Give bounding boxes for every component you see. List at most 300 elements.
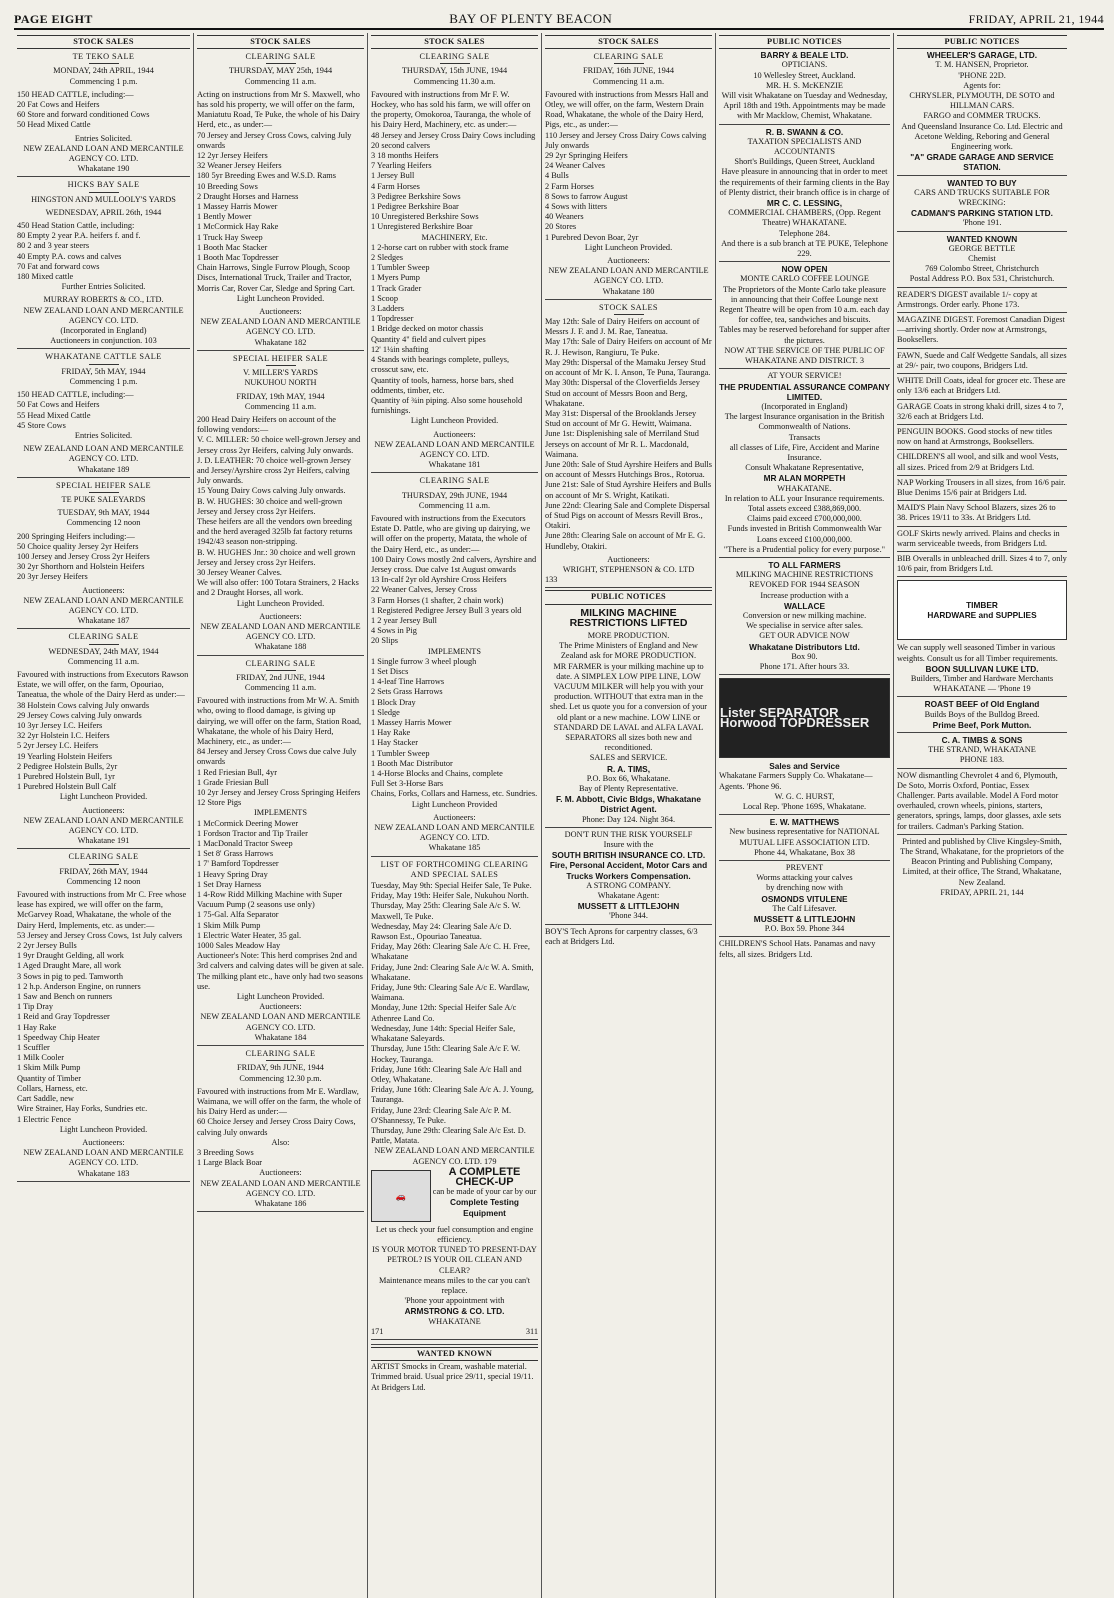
notice-line: 10 3yr Jersey I.C. Heifers — [17, 720, 103, 730]
masthead — [14, 8, 1104, 30]
notice-line: Wire Strainer, Hay Forks, Sundries etc. — [17, 1104, 148, 1114]
notice-title: STOCK SALES — [599, 302, 658, 312]
notice-line: NEW ZEALAND LOAN AND MERCANTILE AGENCY CO. LTD. — [23, 143, 184, 164]
notice-line: Quantity of tools, harness, horse bars, shed oddments, timber, etc. — [371, 375, 514, 395]
page-number: PAGE EIGHT — [14, 12, 93, 26]
wanted-known-line: GEORGE BETTLE — [948, 243, 1016, 253]
notice-line: Commencing 1 p.m. — [69, 376, 138, 386]
notice-line: 20 Slips — [371, 636, 398, 646]
notice-line: 1 Large Black Boar — [197, 1158, 263, 1168]
notice-line: Auctioneer's Note: This herd comprises 2nd and 3rd calvers and calving dates will be given at sale. — [197, 951, 364, 971]
notice-line: B. W. HUGHES: 30 choice and well-grown Jersey and Jersey cross 2yr Heifers. — [197, 496, 343, 516]
swann-notice-line: R. B. SWANN & CO. — [765, 126, 844, 137]
farmers-notice-line: Conversion or new milking machine. — [742, 610, 867, 620]
notice-line: 100 Dairy Cows mostly 2nd calvers, Ayrshire and Jersey cross. Due calve 1st August onwards — [371, 554, 537, 574]
notice-line: 1 Grade Friesian Bull — [197, 777, 269, 787]
notice-line: Collars, Harness, etc. — [17, 1083, 88, 1093]
dismantling-notice: NOW dismantling Chevrolet 4 and 6, Plymouth, De Soto, Morris Oxford, Pontiac, Essex Challenger. Parts available. Model A Ford motor overhauled, crown wheels, pinions, starters, generators, springs, lamps, door glasses, axle sets for trailers. Cadman's Parking Station. — [897, 771, 1067, 835]
notice-line: 2 Sets Grass Harrows — [371, 687, 443, 697]
notice-line: Light Luncheon Provided. — [236, 598, 325, 608]
notice-line: Commencing 11 a.m. — [592, 76, 665, 86]
notice-line: NEW ZEALAND LOAN AND MERCANTILE AGENCY CO. LTD. — [23, 595, 184, 615]
farmers-notice-line: We specialise in service after sales. — [746, 621, 863, 631]
school-hats: CHILDREN'S School Hats. Panamas and navy felts, all sizes. Bridgers Ltd. — [719, 939, 876, 959]
notice-line: Favoured with instructions from Executors Rawson Estate, we will offer, on the farm, Opouriao, Taneatua, the whole of the Dairy Herd as under:— — [17, 669, 189, 700]
notice-line: The milking plant etc., have only had two seasons use. — [197, 971, 363, 991]
divider — [89, 192, 119, 193]
notice-line: WEDNESDAY, 24th MAY, 1944 — [48, 646, 159, 656]
prudential-notice — [719, 371, 890, 558]
divider — [89, 644, 119, 645]
notice-line: Quantity 4" field and culvert pipes — [371, 334, 486, 344]
boys-aprons: BOY'S Tech Aprons for carpentry classes, 6/3 each at Bridgers Ltd. — [545, 926, 698, 946]
notice-line: Whakatane 185 — [428, 843, 481, 853]
wheelers-garage-line: CHRYSLER, PLYMOUTH, DE SOTO and HILLMAN CARS. — [909, 91, 1055, 111]
notice-line: 32 2yr Holstein I.C. Heifers — [17, 731, 110, 741]
sale-notice — [371, 52, 538, 473]
swann-notice-line: Telephone 284. — [778, 228, 831, 238]
sale-notice — [371, 476, 538, 856]
notice-line: Monday, June 12th: Special Heifer Sale A/c Athenree Land Co. — [371, 1003, 517, 1023]
prudential-notice-line: AT YOUR SERVICE! — [767, 371, 842, 381]
notice-line: THURSDAY, 29th JUNE, 1944 — [401, 490, 508, 500]
milking-line: MR FARMER is your milking machine up to date. A SIMPLEX LOW PIPE LINE, LOW VACUUM MILKER will help you with your production. WITHOUT that extra man in the shed. Let us quote you for a conversion of your old plant or a new machine. LOW LINE or STANDARD DE LAVAL and ALFA LAVAL SEPARATORS all sizes both new and reconditioned. — [549, 661, 708, 753]
garage-number: 311 — [525, 1326, 538, 1336]
vitulene-advert-line: MUSSETT & LITTLEJOHN — [753, 914, 856, 925]
garage-town: WHAKATANE — [428, 1316, 481, 1326]
garage-text — [431, 1167, 538, 1225]
notice-title: TE TEKO SALE — [72, 52, 135, 62]
sale-notice — [17, 52, 190, 177]
notice-line: 40 Weaners — [545, 212, 584, 222]
divider — [266, 63, 296, 64]
notice-line: 1000 Sales Meadow Hay — [197, 941, 281, 951]
notice-line: Light Luncheon Provided. — [59, 1124, 148, 1134]
roast-beef-line: ROAST BEEF of Old England — [924, 699, 1040, 710]
notice-line: 3 Pedigree Berkshire Sows — [371, 191, 461, 201]
roast-beef — [897, 699, 1067, 733]
notice-line: 1 Bridge decked on motor chassis — [371, 324, 484, 334]
notice-line: 60 Store and forward conditioned Cows — [17, 110, 150, 120]
notice-title: CLEARING SALE — [419, 476, 490, 486]
prudential-notice-line: Funds invested in British Commonwealth War Loans exceed £100,000,000. — [727, 524, 882, 544]
divider — [440, 63, 470, 64]
sale-notice — [545, 303, 712, 588]
milking-ph: Phone: Day 124. Night 364. — [581, 814, 676, 824]
notice-line: 100 Jersey and Jersey Cross 2yr Heifers — [17, 551, 150, 561]
notice-line: Auctioneers: — [607, 256, 650, 266]
notice-line: 1 Reid and Gray Topdresser — [17, 1012, 110, 1022]
section-header: PUBLIC NOTICES — [545, 590, 712, 604]
notice-line: 20 3yr Jersey Heifers — [17, 572, 88, 582]
notice-line: 20 Stores — [545, 222, 577, 232]
section-header: PUBLIC NOTICES — [897, 35, 1067, 49]
notice-line: 1 Fordson Tractor and Tip Trailer — [197, 828, 308, 838]
column-4 — [542, 33, 716, 1598]
paper-title: BAY OF PLENTY BEACON — [449, 11, 613, 26]
notice-line: 2 Draught Horses and Harness — [197, 191, 299, 201]
insurance-line: Insure with the — [603, 840, 654, 850]
notice-line: 1 McCormick Hay Rake — [197, 222, 279, 232]
notice-line: 2 Sledges — [371, 253, 404, 263]
notice-line: 1 Truck Hay Sweep — [197, 232, 263, 242]
notice-line: 29 2yr Springing Heifers — [545, 151, 628, 161]
wanted-to-buy — [897, 178, 1067, 232]
notice-line: 1 Booth Mac Distributor — [371, 758, 453, 768]
notice-line: Friday, June 23rd: Clearing Sale A/c P. M. O'Shannessy, Te Puke. — [371, 1105, 512, 1125]
garage-advert — [371, 1167, 538, 1340]
sale-notice — [197, 1049, 364, 1212]
notice-line: 50 Fat Cows and Heifers — [17, 400, 100, 410]
optician-notice — [719, 50, 890, 124]
notice-line: 84 Jersey and Jersey Cross Cows due calve July onwards — [197, 747, 357, 767]
garage-let: Let us check your fuel consumption and engine efficiency. — [375, 1224, 534, 1244]
notice-line: Friday, June 9th: Clearing Sale A/c E. Wardlaw, Waimana. — [371, 983, 530, 1003]
notice-line: June 1st: Displenishing sale of Merriland Stud Jerseys on account of Mr R. L. Macdonald, Waimana. — [545, 429, 699, 459]
notice-line: 5 2yr Jersey I.C. Heifers — [17, 741, 99, 751]
timbs-butchers-line: PHONE 183. — [959, 755, 1005, 765]
swann-notice-line: TAXATION SPECIALISTS AND ACCOUNTANTS — [747, 136, 862, 157]
insurance-line: SOUTH BRITISH INSURANCE CO. LTD. — [551, 850, 706, 861]
notice-line: MONDAY, 24th APRIL, 1944 — [53, 66, 154, 76]
coffee-lounge — [719, 264, 890, 369]
swann-notice-line: Have pleasure in announcing that in order to meet the requirements of their farming clients in the Bay of Plenty district, their branch office is in charge of — [719, 167, 890, 197]
lister-logo — [719, 678, 890, 758]
notice-line: NEW ZEALAND LOAN AND MERCANTILE AGENCY CO. LTD. — [23, 1148, 184, 1168]
notice-line: June 20th: Sale of Stud Ayrshire Heifers and Bulls on account of Messrs Hutchings Bros., Rotorua. — [545, 459, 712, 480]
notice-line: NEW ZEALAND LOAN AND MERCANTILE AGENCY CO. LTD. — [23, 815, 184, 836]
notice-line: NEW ZEALAND LOAN AND MERCANTILE AGENCY CO. LTD. — [374, 439, 535, 459]
notice-line: May 30th: Dispersal of the Cloverfields Jersey Stud on account of Messrs Boon and Berg, Whakatane. — [545, 378, 700, 408]
classified-ad: FAWN, Suede and Calf Wedgette Sandals, all sizes at 29/- pair, two coupons, Bridgers Ltd. — [897, 351, 1067, 374]
swann-notice-line: And there is a sub branch at TE PUKE, Telephone 229. — [721, 238, 888, 259]
notice-line: Thursday, May 25th: Clearing Sale A/c S. W. Maxwell, Te Puke. — [371, 901, 521, 921]
notice-line: June 28th: Clearing Sale on account of Mr E. G. Hundleby, Otakiri. — [545, 531, 706, 551]
insurance-advert — [545, 830, 712, 925]
notice-line: Commencing 12 noon — [66, 518, 141, 528]
notice-line: NEW ZEALAND LOAN AND MERCANTILE AGENCY CO. LTD. — [200, 1178, 361, 1198]
timber-title: TIMBER — [966, 600, 998, 611]
garage-question: IS YOUR MOTOR TUNED TO PRESENT-DAY PETROL? IS YOUR OIL CLEAN AND CLEAR? — [372, 1245, 537, 1275]
classified-ad: MAID'S Plain Navy School Blazers, sizes 26 to 38. Prices 19/11 to 33s. At Bridgers Ltd. — [897, 503, 1067, 526]
notice-line: 38 Holstein Cows calving July onwards — [17, 700, 150, 710]
notice-line: 19 Yearling Holstein Heifers — [17, 751, 112, 761]
car-icon: 🚗 — [371, 1170, 431, 1222]
swann-notice-line: MR C. C. LESSING, — [766, 198, 843, 209]
notice-line: 2 Pedigree Holstein Bulls, 2yr — [17, 761, 118, 771]
garage-maint: Maintenance means miles to the car you can't replace. — [378, 1275, 530, 1295]
notice-line: 1 Massey Harris Mower — [197, 202, 278, 212]
notice-line: Whakatane 186 — [254, 1198, 307, 1208]
wanted-known — [897, 234, 1067, 288]
milking-rep: Bay of Plenty Representative. — [578, 784, 679, 794]
swann-notice-line: Short's Buildings, Queen Street, Auckland — [734, 157, 875, 167]
notice-line: 80 Empty 2 year P.A. heifers f. and f. — [17, 231, 141, 241]
prudential-notice-line: Total assets exceed £388,869,000. — [747, 503, 862, 513]
divider — [440, 488, 470, 489]
notice-line: Commencing 11 a.m. — [244, 76, 317, 86]
timbs-butchers-line: C. A. TIMBS & SONS — [941, 734, 1023, 745]
notice-line: MURRAY ROBERTS & CO., LTD. — [43, 295, 164, 305]
notice-line: Commencing 12.30 p.m. — [239, 1073, 322, 1083]
wheelers-garage-line: T. M. HANSEN, Proprietor. — [935, 60, 1029, 70]
notice-line: May 17th: Sale of Dairy Heifers on account of Mr R. J. Hewison, Rangiuru, Te Puke. — [545, 337, 712, 357]
vitulene-advert-line: Worms attacking your calves — [756, 873, 853, 883]
notice-line: 1 Skim Milk Pump — [197, 920, 261, 930]
notice-line: 1 Hay Stacker — [371, 738, 418, 748]
notice-line: Auctioneers: — [259, 307, 302, 317]
notice-line: Thursday, June 15th: Clearing Sale A/c F. W. Hockey, Tauranga. — [371, 1044, 521, 1064]
section-header: PUBLIC NOTICES — [719, 35, 890, 49]
wheelers-garage-line: 'PHONE 22D. — [958, 70, 1006, 80]
farmers-notice-line: Increase production with a — [760, 590, 849, 600]
notice-line: Auctioneers: — [259, 1002, 302, 1012]
timber-merchants: Builders, Timber and Hardware Merchants — [910, 673, 1054, 683]
divider — [614, 63, 644, 64]
prudential-notice-line: The largest Insurance organisation in the British Commonwealth of Nations. — [724, 412, 885, 432]
garage-sub2: Complete Testing Equipment — [450, 1197, 519, 1218]
notice-line: 1 Registered Pedigree Jersey Bull 3 years old — [371, 605, 522, 615]
notice-line: NEW ZEALAND LOAN AND MERCANTILE AGENCY CO. LTD. — [548, 266, 709, 286]
notice-line: 3 18 months Heifers — [371, 151, 439, 161]
insurance-line: A STRONG COMPANY. — [586, 880, 671, 890]
prudential-notice-line: MR ALAN MORPETH — [763, 473, 846, 484]
notice-line: 50 Choice quality Jersey 2yr Heifers — [17, 541, 139, 551]
timber-advert — [897, 580, 1067, 697]
wheelers-garage-line: WHEELER'S GARAGE, LTD. — [926, 50, 1038, 61]
prudential-notice-line: Claims paid exceed £700,000,000. — [747, 514, 862, 524]
vitulene-advert — [719, 863, 890, 937]
classified-ad: CHILDREN'S all wool, and silk and wool Vests, all sizes. Priced from 2/9 at Bridgers Ltd. — [897, 452, 1067, 475]
notice-line: Thursday, June 29th: Clearing Sale A/c Est. D. Pattle, Matata. — [371, 1125, 526, 1146]
notice-line: 1 McCormick Deering Mower — [197, 818, 299, 828]
notice-line: 1 9yr Draught Gelding, all work — [17, 951, 124, 961]
notice-line: 13 In-calf 2yr old Ayrshire Cross Heifers — [371, 575, 507, 585]
notice-line: 1 Purebred Devon Boar, 2yr — [545, 232, 639, 242]
optician-notice-line: OPTICIANS. — [781, 60, 828, 70]
classified-ad: GARAGE Coats in strong khaki drill, sizes 4 to 7, 32/6 each at Bridgers Ltd. — [897, 402, 1067, 425]
wheelers-garage-line: "A" GRADE GARAGE AND SERVICE STATION. — [910, 152, 1054, 173]
wanted-to-buy-line: 'Phone 191. — [962, 218, 1002, 228]
notice-line: 40 Empty P.A. cows and calves — [17, 251, 122, 261]
classified-ad: READER'S DIGEST available 1/- copy at Armstrongs. Order early. Phone 173. — [897, 290, 1067, 313]
notice-line: WEDNESDAY, APRIL 26th, 1944 — [45, 207, 162, 217]
milking-name: R. A. TIMS, — [606, 763, 651, 774]
swann-notice — [719, 127, 890, 263]
notice-line: 1 Skim Milk Pump — [17, 1063, 81, 1073]
notice-line: Light Luncheon Provided — [411, 799, 498, 809]
divider — [89, 864, 119, 865]
notice-line: 15 Young Dairy Cows calving July onwards. — [197, 486, 346, 496]
notice-line: Favoured with instructions from the Executors Estate D. Pattle, who are giving up dairying, we will offer on the property, Matata, the whole of the Dairy Herd, etc., as under:— — [371, 513, 531, 554]
sale-notice — [17, 481, 190, 630]
notice-line: 150 HEAD CATTLE, including:— — [17, 89, 134, 99]
milking-line: MORE PRODUCTION. — [587, 630, 670, 640]
notice-line: 1 Electric Fence — [17, 1114, 71, 1124]
notice-line: Wednesday, June 14th: Special Heifer Sale, Whakatane Saleyards. — [371, 1023, 516, 1044]
notice-line: 4 Bulls — [545, 171, 569, 181]
notice-title: CLEARING SALE — [68, 852, 139, 862]
notice-line: IMPLEMENTS — [427, 646, 481, 656]
notice-line: Whakatane 188 — [254, 642, 307, 652]
notice-line: Whakatane 191 — [77, 836, 130, 846]
lister-slogan: Sales and Service — [769, 761, 840, 772]
milking-line: SALES and SERVICE. — [589, 753, 668, 763]
notice-line: Light Luncheon Provided. — [584, 242, 673, 252]
notice-line: 2 Farm Horses — [545, 181, 594, 191]
notice-line: NUKUHOU NORTH — [244, 378, 317, 388]
notice-line: 180 5yr Breeding Ewes and W.S.D. Rams — [197, 171, 336, 181]
wanted-to-buy-line: CARS AND TRUCKS SUITABLE FOR WRECKING: — [914, 187, 1050, 208]
notice-line: 3 Farm Horses (1 shafter, 2 chain work) — [371, 595, 504, 605]
milking-title: MILKING MACHINE RESTRICTIONS LIFTED — [569, 606, 688, 629]
notice-line: 1 Booth Mac Topdresser — [197, 253, 279, 263]
notice-line: 53 Jersey and Jersey Cross Cows, 1st July calvers — [17, 930, 183, 940]
notice-title: CLEARING SALE — [68, 632, 139, 642]
vitulene-advert-line: PREVENT — [785, 863, 824, 873]
notice-line: FRIDAY, 26th MAY, 1944 — [59, 866, 148, 876]
notice-line: Quantity of ¾in piping. Also some household furnishings. — [371, 395, 523, 416]
optician-notice-line: BARRY & BEALE LTD. — [760, 50, 849, 61]
notice-line: 1 4-Row Ridd Milking Machine with Super Vacuum Pump (2 seasons use only) — [197, 890, 343, 910]
insurance-line: DON'T RUN THE RISK YOURSELF — [564, 829, 693, 839]
notice-line: Friday, May 26th: Clearing Sale A/c C. H. Free, Whakatane — [371, 942, 530, 962]
wanted-known-line: WANTED KNOWN — [946, 233, 1018, 244]
vitulene-advert-line: OSMONDS VITULENE — [761, 893, 848, 904]
notice-title: LIST OF FORTHCOMING CLEARING AND SPECIAL SALES — [380, 859, 529, 879]
insurance-line: Fire, Personal Accident, Motor Cars and Trucks Workers Compensation. — [549, 860, 708, 881]
notice-line: 1 Purebred Holstein Bull, 1yr — [17, 772, 115, 781]
notice-line: Auctioneers: — [82, 805, 125, 815]
notice-line: 50 Head Mixed Cattle — [17, 120, 91, 130]
matthews-notice — [719, 817, 890, 861]
vitulene-advert-line: P.O. Box 59. Phone 344 — [764, 924, 845, 934]
notice-title: HICKS BAY SALE — [67, 180, 140, 190]
notice-line: J. D. LEATHER: 70 choice well-grown Jersey and Jersey/Ayrshire cross 2yr Heifers, calving July onwards. — [197, 455, 351, 486]
column-3 — [368, 33, 542, 1598]
notice-line: June 21st: Sale of Stud Ayrshire Heifers and Bulls on account of Mr S. Wright, Katikati. — [545, 480, 712, 500]
classified-ad: WHITE Drill Coats, ideal for grocer etc. These are only 13/6 each at Bridgers Ltd. — [897, 376, 1067, 399]
notice-line: Light Luncheon Provided. — [410, 416, 499, 426]
notice-line: Whakatane 190 — [77, 164, 130, 174]
notice-line: Commencing 11.30 a.m. — [413, 76, 496, 86]
notice-line: 3 Breeding Sows — [197, 1147, 254, 1157]
section-header: STOCK SALES — [545, 35, 712, 49]
notice-line: 450 Head Station Cattle, including: — [17, 221, 135, 231]
notice-line: 1 Milk Cooler — [17, 1053, 65, 1063]
notice-line: Whakatane 184 — [254, 1032, 307, 1042]
notice-line: Auctioneers in conjunction. 103 — [50, 336, 157, 346]
prudential-notice-line: all classes of Life, Fire, Accident and Marine Insurance. — [729, 442, 880, 462]
notice-line: 1 Jersey Bull — [371, 171, 415, 181]
notice-line: Quantity of Timber — [17, 1073, 82, 1083]
notice-line: Entries Solicited. — [74, 133, 133, 143]
notice-line: Auctioneers: — [433, 429, 476, 439]
section-header: STOCK SALES — [17, 35, 190, 49]
notice-line: Also: — [271, 1137, 290, 1147]
coffee-lounge-line: Tables may be reserved beforehand for supper after the pictures. — [719, 325, 890, 345]
notice-line: 180 Mixed cattle — [17, 272, 74, 282]
notice-line: NEW ZEALAND LOAN AND MERCANTILE AGENCY CO. LTD. — [23, 444, 184, 464]
lister-phone: Local Rep. 'Phone 169S, Whakatane. — [742, 802, 867, 811]
prudential-notice-line: THE PRUDENTIAL ASSURANCE COMPANY LIMITED. — [719, 381, 890, 402]
notice-line: Favoured with instructions from Mr W. A. Smith who, owing to flood damage, is giving up dairying, we will offer on the farm, Station Road, Whakatane, the whole of his Dairy Herd, Machinery, etc., as under:— — [197, 696, 362, 746]
timber-sub: HARDWARE and SUPPLIES — [927, 610, 1037, 621]
notice-line: Favoured with instructions from Mr E. Wardlaw, Waimana, we will offer on the farm, the whole of his Dairy Herd as under:— — [197, 1086, 361, 1117]
divider — [614, 314, 644, 315]
notice-line: 1 Saw and Bench on runners — [17, 992, 113, 1002]
notice-line: Commencing 11 a.m. — [244, 401, 317, 411]
notice-line: 1 Unregistered Berkshire Boar — [371, 222, 473, 232]
notice-line: Commencing 11 a.m. — [67, 656, 140, 666]
notice-line: 1 2 h.p. Anderson Engine, on runners — [17, 981, 141, 991]
notice-line: 20 Fat Cows and Heifers — [17, 100, 100, 110]
prudential-notice-line: "There is a Prudential policy for every purpose." — [723, 544, 886, 554]
notice-line: Commencing 1 p.m. — [69, 76, 138, 86]
notice-line: Full Set 3-Horse Bars — [371, 779, 444, 789]
wanted-to-buy-line: WANTED TO BUY — [947, 177, 1017, 188]
notice-line: Whakatane 182 — [254, 337, 307, 347]
footer-date: FRIDAY, APRIL 21, 144 — [940, 887, 1024, 897]
column-5 — [716, 33, 894, 1598]
lister-agents: Whakatane Farmers Supply Co. Whakatane—Agents. 'Phone 96. — [719, 771, 873, 791]
milking-addr: P.O. Box 66, Whakatane. — [586, 773, 671, 783]
notice-line: These heifers are all the vendors own breeding and the herd averaged 325lb fat factory returns 1942/43 season non-stripping. — [197, 516, 353, 547]
notice-line: Favoured with instructions from Mr F. W. Hockey, who has sold his farm, we will offer on the property, Omokoroa, Tauranga, the whole of his Dairy Herd, Machinery, etc. as under:— — [371, 89, 531, 130]
roast-beef-line: Builds Boys of the Bulldog Breed. — [924, 709, 1040, 719]
lister-brand: Lister SEPARATOR Horwood TOPDRESSER — [720, 704, 870, 731]
notice-line: FRIDAY, 16th JUNE, 1944 — [582, 66, 675, 76]
notice-line: (Incorporated in England) — [60, 326, 147, 336]
sale-notice — [17, 632, 190, 849]
notice-line: MACHINERY, Etc. — [421, 232, 488, 242]
notice-line: 45 Store Cows — [17, 420, 66, 430]
lister-advert — [719, 678, 890, 815]
notice-line: 32 Weaner Jersey Heifers — [197, 161, 282, 171]
notice-line: TE PUKE SALEYARDS — [61, 494, 146, 504]
garage-row — [371, 1167, 538, 1225]
notice-line: NEW ZEALAND LOAN AND MERCANTILE AGENCY CO. LTD. 179 — [374, 1146, 535, 1166]
sale-notice — [17, 352, 190, 477]
notice-line: FRIDAY, 5th MAY, 1944 — [61, 366, 146, 376]
notice-line: 22 Weaner Calves, Jersey Cross — [371, 585, 477, 595]
notice-line: 10 Unregistered Berkshire Sows — [371, 212, 479, 222]
coffee-lounge-line: NOW AT THE SERVICE OF THE PUBLIC OF WHAKATANE AND DISTRICT. 3 — [724, 345, 885, 366]
notice-line: 1 Bently Mower — [197, 212, 252, 222]
wheelers-garage-line: Agents for: — [963, 80, 1001, 90]
notice-line: 12 Store Pigs — [197, 798, 242, 808]
notice-line: 1 Booth Mac Stacker — [197, 242, 268, 252]
sale-notice — [17, 852, 190, 1181]
notice-line: 4 Stands with bearings complete, pulleys, crosscut saw, etc. — [371, 355, 510, 375]
notice-line: 1 Hay Rake — [371, 728, 411, 738]
notice-line: NEW ZEALAND LOAN AND MERCANTILE AGENCY CO. LTD. — [200, 1012, 361, 1032]
notice-line: May 31st: Dispersal of the Brooklands Jersey Stud on account of Mr G. Hewitt, Waimana. — [545, 408, 697, 429]
column-1 — [14, 33, 194, 1598]
notice-line: 1 Scuffler — [17, 1043, 50, 1053]
insurance-line: MUSSETT & LITTLEJOHN — [577, 901, 680, 912]
notice-line: 24 Weaner Calves — [545, 161, 606, 171]
columns — [14, 33, 1104, 1598]
notice-line: 30 2yr Shorthorn and Holstein Heifers — [17, 562, 145, 572]
notice-line: Cart Saddle, new — [17, 1094, 74, 1104]
divider — [266, 1060, 296, 1061]
farmers-notice — [719, 560, 890, 675]
farmers-notice-line: WALLACE — [783, 600, 826, 611]
timbs-butchers-line: THE STRAND, WHAKATANE — [928, 745, 1036, 755]
notice-line: Light Luncheon Provided. — [236, 992, 325, 1002]
notice-line: 2 2yr Jersey Bulls — [17, 941, 77, 951]
